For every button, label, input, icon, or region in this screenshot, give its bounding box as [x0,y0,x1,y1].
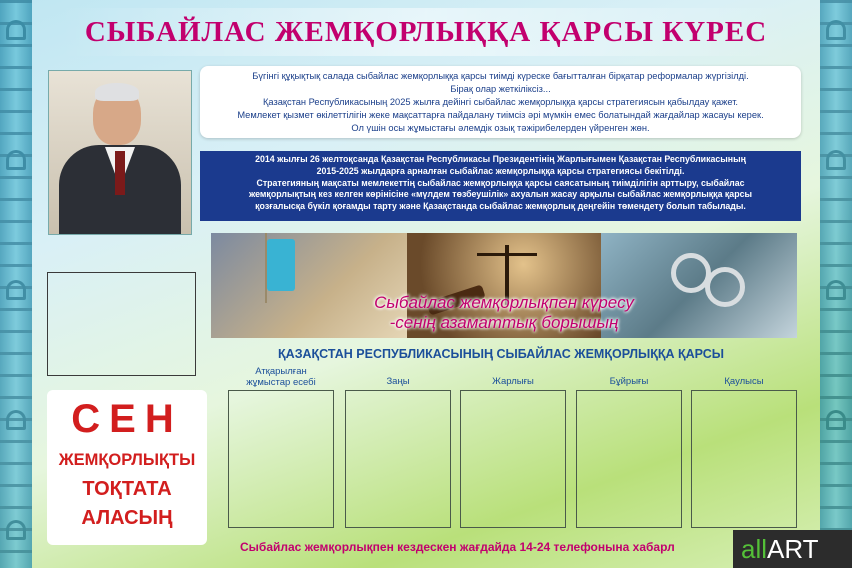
banner-slogan-line: -сенің азаматтық борышың [389,313,619,332]
info-line: Ол үшін осы жұмыстағы әлемдік озық тәжірибелерден үйренген жөн. [351,123,650,133]
ornament-motif-icon [6,410,26,430]
slogan-box [47,390,207,545]
column-label-line: жұмыстар есебі [246,377,316,388]
ornament-motif-icon [6,150,26,170]
strategy-line: Стратегияның мақсаты мемлекеттің сыбайлас жемқорлыққа қарсы саясатының тиімділігін арттыру, сыбайлас [256,177,745,188]
photo-hair [95,83,139,101]
strategy-line: қозғалысқа бүкіл қоғамды тарту және Қазақстанда сыбайлас жемқорлық деңгейін төмендету болып табылады. [255,201,746,212]
strategy-line: 2015-2025 жылдарға арналған сыбайлас жемқорлыққа қарсы стратегиясы бекітілді. [316,165,685,176]
ornament-motif-icon [6,280,26,300]
ornament-motif-icon [6,520,26,540]
banner-slogan-line: Сыбайлас жемқорлықпен күресу [374,293,634,312]
slogan-line: АЛАСЫҢ [81,507,173,529]
slogan-line: ЖЕМҚОРЛЫҚТЫ [58,451,196,469]
info-line: Қазақстан Республикасының 2025 жылға дейінгі сыбайлас жемқорлыққа қарсы стратегиясын қабылдау қажет. [262,97,739,107]
allart-logo [733,530,852,568]
empty-frame [47,272,196,376]
column-label-order [576,376,682,387]
column-label-reports [228,366,334,388]
column-label-decree [460,376,566,387]
scales-beam [477,253,537,256]
strategy-text-panel [200,151,801,221]
document-pocket-reports [228,390,334,528]
ornament-motif-icon [826,410,846,430]
ornament-motif-icon [6,20,26,40]
left-ornament-border [0,0,32,568]
document-pocket-resolution [691,390,797,528]
kazakhstan-flag-icon [267,239,295,291]
document-pocket-decree [460,390,566,528]
footer-hotline-text: Сыбайлас жемқорлықпен кездескен жағдайда 14-24 телефонына хабарл [240,540,675,554]
column-label-line: Заңы [386,376,410,387]
section-heading: ҚАЗАҚСТАН РЕСПУБЛИКАСЫНЫҢ СЫБАЙЛАС ЖЕМҚОРЛЫҚҚА ҚАРСЫ [278,347,724,361]
info-line: Бірақ олар жеткіліксіз... [450,84,551,94]
info-line: Бүгінгі құқықтық салада сыбайлас жемқорлыққа қарсы тиімді күреске бағытталған бірқатар реформалар жүргізілді. [252,71,749,81]
logo-part: ART [767,534,819,564]
column-label-resolution [691,376,797,387]
photo-tie [115,151,125,195]
slogan-big-word: СЕН [71,397,183,441]
right-ornament-border [820,0,852,568]
column-label-line: Жарлығы [492,376,534,387]
photo-banner [211,233,797,338]
info-text-box [200,66,801,138]
strategy-line: 2014 жылғы 26 желтоқсанда Қазақстан Республикасы Президентінің Жарлығымен Қазақстан Республикасының [255,154,746,164]
column-label-line: Атқарылған [255,366,307,377]
document-pocket-order [576,390,682,528]
document-pocket-law [345,390,451,528]
column-label-law [345,376,451,387]
banner-slogan [211,293,797,333]
info-line: Мемлекет қызмет өкілеттілігін жеке мақсаттарға пайдалану тиімсіз әрі мүмкін емес болатындай жағдайлар жасауы керек. [237,110,764,120]
column-label-line: Қаулысы [724,376,764,387]
logo-part: all [741,534,768,564]
ornament-motif-icon [826,150,846,170]
column-label-line: Бұйрығы [609,376,649,387]
poster-title: СЫБАЙЛАС ЖЕМҚОРЛЫҚҚА ҚАРСЫ КҮРЕС [60,8,792,56]
ornament-motif-icon [826,280,846,300]
ornament-motif-icon [826,20,846,40]
slogan-line: ТОҚТАТА [82,478,172,500]
strategy-line: жемқорлықтың кез келген көрінісіне «мүлдем төзбеушілік» ахуалын жасау арқылы сыбайлас жемқорлыққа қарсы [249,189,752,200]
president-photo [48,70,192,235]
